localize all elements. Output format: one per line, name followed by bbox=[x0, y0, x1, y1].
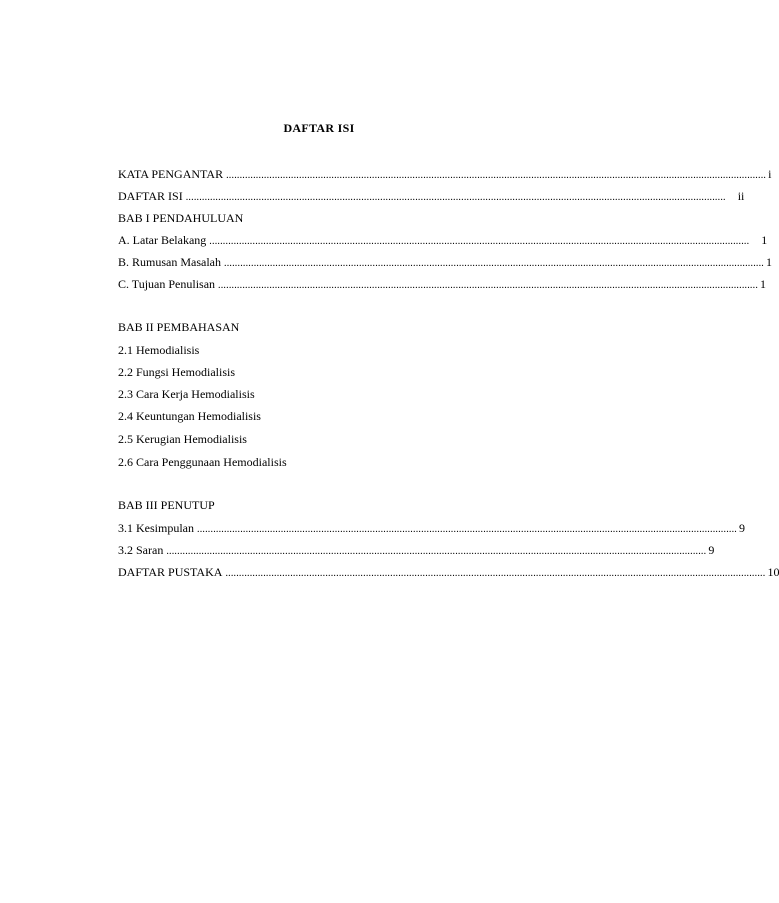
toc-entry-saran bbox=[118, 542, 715, 558]
toc-entry-label: B. Rumusan Masalah bbox=[118, 255, 221, 269]
toc-entry-page: 10 bbox=[767, 565, 779, 579]
toc-entry-page: i bbox=[768, 167, 772, 181]
toc-entry-label: 3.1 Kesimpulan bbox=[118, 521, 194, 535]
toc-entry-latar-belakang bbox=[118, 232, 768, 248]
dot-leader: ........................................................................................................................................................................................................ bbox=[226, 170, 767, 181]
toc-entry-keuntungan: 2.4 Keuntungan Hemodialisis bbox=[118, 409, 261, 423]
toc-entry-label: DAFTAR PUSTAKA bbox=[118, 565, 223, 579]
dot-leader: ........................................................................................................................................................................................................ bbox=[225, 568, 766, 579]
toc-entry-page: 9 bbox=[708, 543, 715, 557]
toc-entry-label: C. Tujuan Penulisan bbox=[118, 277, 216, 291]
dot-leader: ........................................................................................................................................................................................................ bbox=[224, 258, 764, 269]
toc-entry-label: A. Latar Belakang bbox=[118, 233, 207, 247]
toc-heading-bab-3: BAB III PENUTUP bbox=[118, 498, 215, 512]
page-title: DAFTAR ISI bbox=[283, 121, 355, 135]
toc-entry-page: 1 bbox=[760, 277, 767, 291]
toc-entry-tujuan-penulisan bbox=[118, 276, 767, 292]
dot-leader: ........................................................................................................................................................................................................ bbox=[218, 280, 759, 291]
toc-entry-label: 3.2 Saran bbox=[118, 543, 164, 557]
dot-leader: ........................................................................................................................................................................................................ bbox=[197, 524, 737, 535]
toc-entry-page: 9 bbox=[739, 521, 745, 535]
dot-leader: ........................................................................................................................................................................................................ bbox=[209, 236, 750, 247]
toc-entry-kata-pengantar bbox=[118, 166, 772, 182]
toc-entry-cara-kerja: 2.3 Cara Kerja Hemodialisis bbox=[118, 387, 255, 401]
toc-entry-fungsi-hemodialisis: 2.2 Fungsi Hemodialisis bbox=[118, 365, 236, 379]
toc-entry-hemodialisis: 2.1 Hemodialisis bbox=[118, 343, 200, 357]
toc-entry-rumusan-masalah bbox=[118, 254, 772, 270]
toc-heading-bab-1: BAB I PENDAHULUAN bbox=[118, 211, 244, 225]
toc-heading-bab-2: BAB II PEMBAHASAN bbox=[118, 320, 240, 334]
dot-leader: ........................................................................................................................................................................................................ bbox=[185, 192, 726, 203]
toc-entry-kerugian: 2.5 Kerugian Hemodialisis bbox=[118, 432, 247, 446]
toc-entry-daftar-isi bbox=[118, 188, 745, 204]
toc-entry-page: ii bbox=[737, 189, 745, 203]
toc-entry-kesimpulan bbox=[118, 520, 745, 536]
toc-entry-daftar-pustaka bbox=[118, 564, 779, 580]
toc-entry-page: 1 bbox=[761, 233, 768, 247]
toc-entry-page: 1 bbox=[766, 255, 772, 269]
dot-leader: ........................................................................................................................................................................................................ bbox=[166, 546, 707, 557]
toc-entry-label: KATA PENGANTAR bbox=[118, 167, 224, 181]
toc-entry-cara-penggunaan: 2.6 Cara Penggunaan Hemodialisis bbox=[118, 455, 287, 469]
toc-entry-label: DAFTAR ISI bbox=[118, 189, 183, 203]
